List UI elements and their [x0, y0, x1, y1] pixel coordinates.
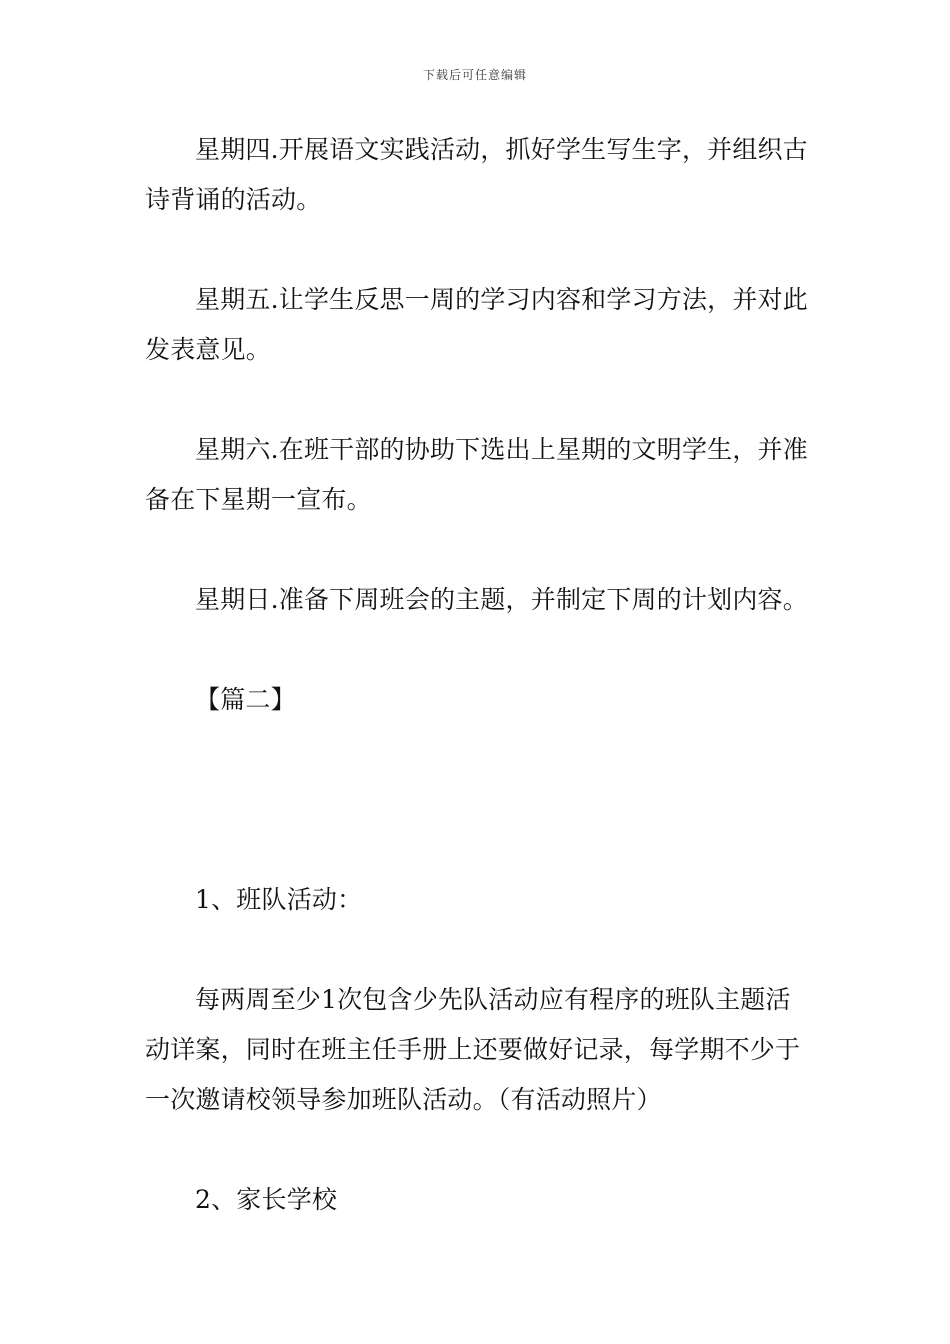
- paragraph-sunday: 星期日.准备下周班会的主题，并制定下周的计划内容。: [195, 585, 808, 614]
- document-body: [145, 125, 810, 1225]
- paragraph-gap: [145, 525, 810, 575]
- page-header-note: 下载后可任意编辑: [422, 68, 527, 82]
- paragraph-gap: [145, 225, 810, 275]
- item2-heading: 2、家长学校: [195, 1185, 338, 1214]
- paragraph-saturday: 星期六.在班干部的协助下选出上星期的文明学生，并准备在下星期一宣布。: [145, 435, 808, 514]
- section-gap: [145, 725, 810, 825]
- section-gap: [145, 825, 810, 875]
- paragraph-gap: [145, 1125, 810, 1175]
- paragraph-thursday: 星期四.开展语文实践活动，抓好学生写生字，并组织古诗背诵的活动。: [145, 135, 808, 214]
- item1-body: 每两周至少1次包含少先队活动应有程序的班队主题活动详案，同时在班主任手册上还要做好记录，每学期不少于一次邀请校领导参加班队活动。（有活动照片）: [145, 985, 801, 1114]
- paragraph-gap: [145, 375, 810, 425]
- paragraph-gap: [145, 925, 810, 975]
- paragraph-friday: 星期五.让学生反思一周的学习内容和学习方法，并对此发表意见。: [145, 285, 808, 364]
- section-heading: 【篇二】: [195, 685, 296, 714]
- paragraph-gap: [145, 625, 810, 675]
- item1-heading: 1、班队活动：: [195, 885, 363, 914]
